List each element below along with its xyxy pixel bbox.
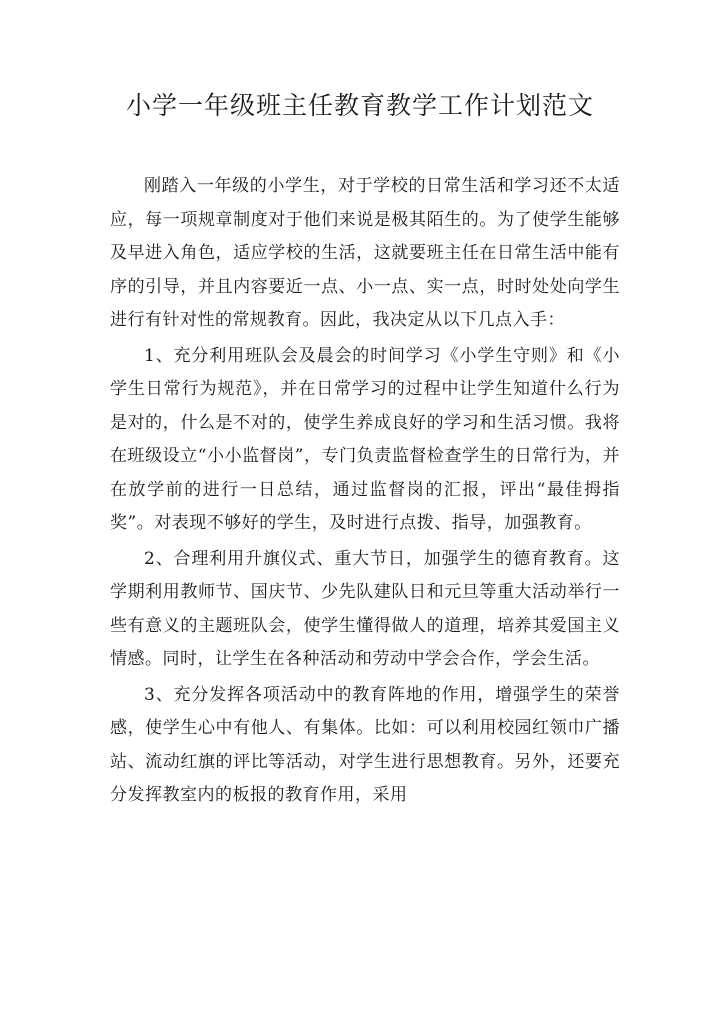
intro-paragraph: 刚踏入一年级的小学生，对于学校的日常生活和学习还不太适应，每一项规章制度对于他们来说是极其陌生的。为了使学生能够及早进入角色，适应学校的生活，这就要班主任在日常生活中能有序的引导，并且内容要近一点、小一点、实一点，时时处处向学生进行有针对性的常规教育。因此，我决定从以下几点入手： xyxy=(110,176,620,330)
paragraph-item-2: 2、合理利用升旗仪式、重大节日，加强学生的德育教育。这学期利用教师节、国庆节、少先队建队日和元旦等重大活动举行一些有意义的主题班队会，使学生懂得做人的道理，培养其爱国主义情感。同时，让学生在各种活动和劳动中学会合作，学会生活。 xyxy=(110,548,620,669)
document-body xyxy=(110,170,620,813)
paragraph-item-1: 1、充分利用班队会及晨会的时间学习《小学生守则》和《小学生日常行为规范》，并在日常学习的过程中让学生知道什么行为是对的，什么是不对的，使学生养成良好的学习和生活习惯。我将在班级设立“小小监督岗”，专门负责监督检查学生的日常行为，并在放学前的进行一日总结，通过监督岗的汇报，评出“最佳拇指奖”。对表现不够好的学生，及时进行点拨、指导，加强教育。 xyxy=(110,345,620,533)
paragraph-item-3: 3、充分发挥各项活动中的教育阵地的作用，增强学生的荣誉感，使学生心中有他人、有集体。比如：可以利用校园红领巾广播站、流动红旗的评比等活动，对学生进行思想教育。另外，还要充分发挥教室内的板报的教育作用，采用 xyxy=(110,684,620,805)
document-title: 小学一年级班主任教育教学工作计划范文 xyxy=(125,91,594,120)
